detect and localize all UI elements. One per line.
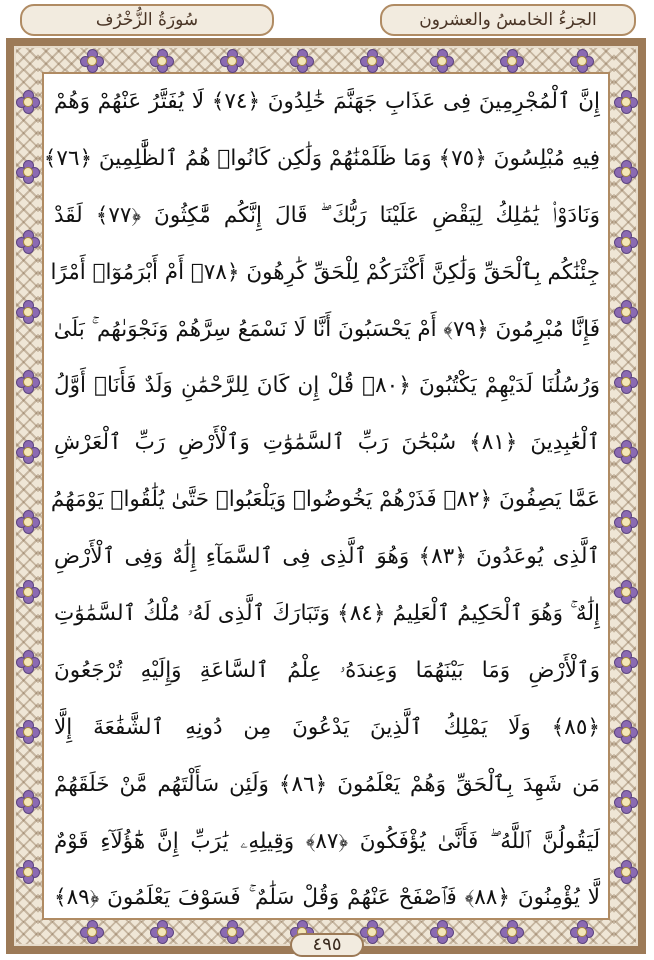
flower-ornament-icon xyxy=(16,650,38,672)
flower-ornament-icon xyxy=(80,49,102,71)
flower-ornament-icon xyxy=(614,160,636,182)
ayah-line: فَإِنَّا مُبْرِمُونَ ﴿٧٩﴾ أَمْ يَحْسَبُونَ أَنَّا لَا نَسْمَعُ سِرَّهُمْ وَنَجْوَىٰهُم ۚ بَلَىٰ xyxy=(53,316,600,342)
flower-ornament-icon xyxy=(500,49,522,71)
ayah-line: جِئْنَٰكُم بِٱلْحَقِّ وَلَٰكِنَّ أَكْثَرَكُمْ لِلْحَقِّ كَٰرِهُونَ ﴿٧٨﴾ أَمْ أَبْرَمُوٓا۟ أَمْرًا xyxy=(50,259,600,285)
ayah-line: عَمَّا يَصِفُونَ ﴿٨٢﴾ فَذَرْهُمْ يَخُوضُوا۟ وَيَلْعَبُوا۟ حَتَّىٰ يُلَٰقُوا۟ يَوْمَهُمُ xyxy=(50,487,600,513)
surah-name: سُورَةُ الزُّخْرُف xyxy=(95,10,199,30)
flower-ornament-icon xyxy=(614,90,636,112)
ayah-lines xyxy=(43,74,601,927)
flower-ornament-icon xyxy=(16,510,38,532)
flower-ornament-icon xyxy=(614,580,636,602)
flower-ornament-icon xyxy=(16,440,38,462)
flower-ornament-icon xyxy=(614,300,636,322)
flower-ornament-icon xyxy=(290,49,312,71)
ayah-line: ﴿٨٥﴾ وَلَا يَمْلِكُ ٱلَّذِينَ يَدْعُونَ مِن دُونِهِ ٱلشَّفَٰعَةَ إِلَّا xyxy=(54,714,600,740)
flower-ornament-icon xyxy=(614,440,636,462)
ayah-line: وَرُسُلُنَا لَدَيْهِمْ يَكْتُبُونَ ﴿٨٠﴾ قُلْ إِن كَانَ لِلرَّحْمَٰنِ وَلَدٌ فَأَنَا۠ أَوَّلُ xyxy=(54,373,600,399)
flower-ornament-icon xyxy=(614,650,636,672)
ayah-line: فِيهِ مُبْلِسُونَ ﴿٧٥﴾ وَمَا ظَلَمْنَٰهُمْ وَلَٰكِن كَانُوا۟ هُمُ ٱلظَّٰلِمِينَ ﴿٧٦﴾ xyxy=(43,145,600,171)
ayah-line: مَن شَهِدَ بِٱلْحَقِّ وَهُمْ يَعْلَمُونَ ﴿٨٦﴾ وَلَئِن سَأَلْتَهُم مَّنْ خَلَقَهُمْ xyxy=(54,771,600,797)
flower-ornament-icon xyxy=(570,49,592,71)
flower-ornament-icon xyxy=(614,720,636,742)
flower-ornament-icon xyxy=(16,160,38,182)
ayah-line: لَيَقُولُنَّ ٱللَّهُ ۖ فَأَنَّىٰ يُؤْفَكُونَ ﴿٨٧﴾ وَقِيلِهِۦ يَٰرَبِّ إِنَّ هَٰٓؤُلَآءِ قَوْمٌ xyxy=(54,828,600,854)
ayah-line: ٱلَّذِى يُوعَدُونَ ﴿٨٣﴾ وَهُوَ ٱلَّذِى فِى ٱلسَّمَآءِ إِلَٰهٌ وَفِى ٱلْأَرْضِ xyxy=(54,544,601,570)
ayah-line: وَٱلْأَرْضِ وَمَا بَيْنَهُمَا وَعِندَهُۥ عِلْمُ ٱلسَّاعَةِ وَإِلَيْهِ تُرْجَعُونَ xyxy=(54,657,600,683)
flower-ornament-icon xyxy=(614,790,636,812)
flower-ornament-icon xyxy=(614,510,636,532)
ayah-line: ٱلْعَٰبِدِينَ ﴿٨١﴾ سُبْحَٰنَ رَبِّ ٱلسَّمَٰوَٰتِ وَٱلْأَرْضِ رَبِّ ٱلْعَرْشِ xyxy=(54,430,600,456)
flower-ornament-icon xyxy=(360,49,382,71)
ayah-line: إِنَّ ٱلْمُجْرِمِينَ فِى عَذَابِ جَهَنَّمَ خَٰلِدُونَ ﴿٧٤﴾ لَا يُفَتَّرُ عَنْهُمْ وَهُمْ xyxy=(54,89,600,114)
page-number: ٤٩٥ xyxy=(290,933,364,957)
flower-ornament-icon xyxy=(16,230,38,252)
flower-ornament-icon xyxy=(614,370,636,392)
flower-ornament-icon xyxy=(16,720,38,742)
ayah-line: لَّا يُؤْمِنُونَ ﴿٨٨﴾ فَٱصْفَحْ عَنْهُمْ وَقُلْ سَلَٰمٌ ۚ فَسَوْفَ يَعْلَمُونَ ﴿٨٩﴾ xyxy=(54,885,600,911)
ayah-line: إِلَٰهٌ ۚ وَهُوَ ٱلْحَكِيمُ ٱلْعَلِيمُ ﴿٨٤﴾ وَتَبَارَكَ ٱلَّذِى لَهُۥ مُلْكُ ٱلسَّمَٰوَٰتِ xyxy=(54,601,600,627)
flower-ornament-icon xyxy=(16,580,38,602)
flower-ornament-icon xyxy=(614,860,636,882)
surah-name-header xyxy=(20,4,274,36)
flower-ornament-icon xyxy=(16,370,38,392)
flower-ornament-icon xyxy=(430,49,452,71)
ayah-line: وَنَادَوْا۟ يَٰمَٰلِكُ لِيَقْضِ عَلَيْنَا رَبُّكَ ۖ قَالَ إِنَّكُم مَّٰكِثُونَ ﴿٧٧﴾ لَقَدْ xyxy=(54,202,600,228)
flower-ornament-icon xyxy=(16,860,38,882)
juz-name: الجزءُ الخامسُ والعشرون xyxy=(419,10,597,30)
flower-ornament-icon xyxy=(614,230,636,252)
flower-ornament-icon xyxy=(150,49,172,71)
juz-header xyxy=(380,4,636,36)
flower-ornament-icon xyxy=(16,90,38,112)
flower-ornament-icon xyxy=(16,790,38,812)
flower-ornament-icon xyxy=(16,300,38,322)
flower-ornament-icon xyxy=(220,49,242,71)
